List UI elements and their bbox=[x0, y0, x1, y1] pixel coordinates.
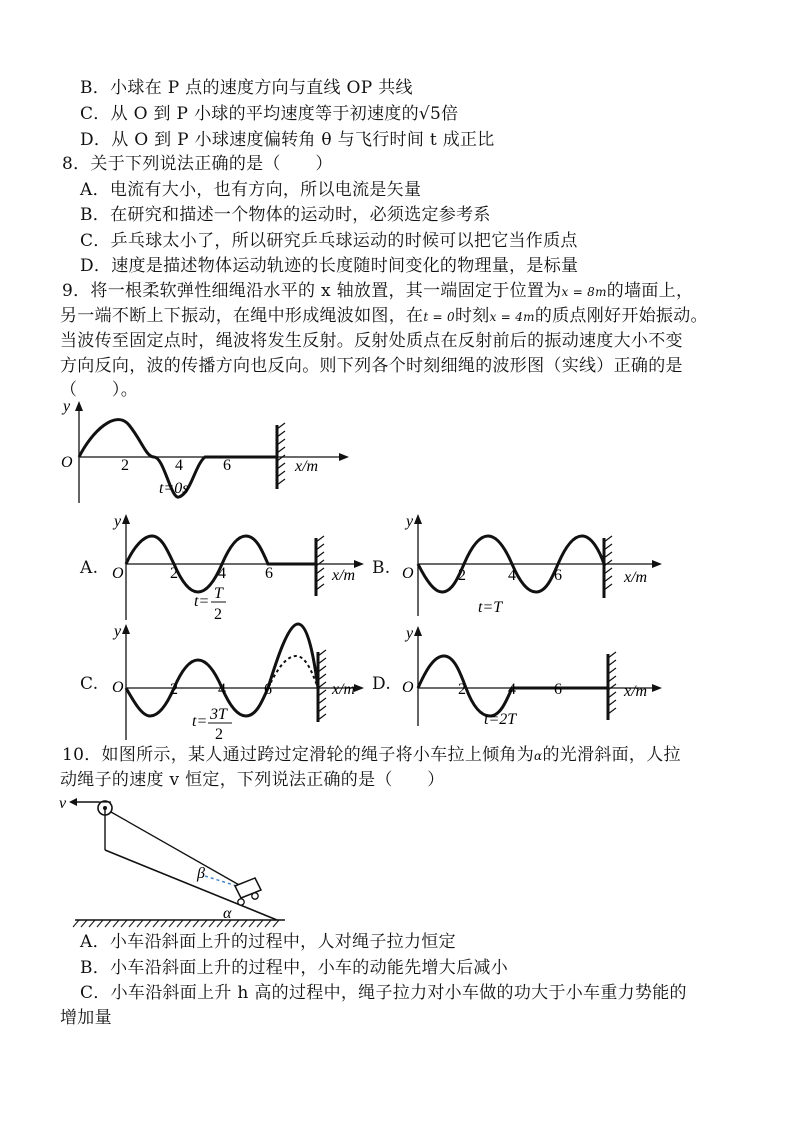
q7-option-d: D．从 O 到 P 小球速度偏转角 θ 与飞行时间 t 成正比 bbox=[80, 130, 495, 150]
y-label: y bbox=[63, 398, 71, 415]
q9-stem-line1 bbox=[62, 279, 693, 304]
q9-l2c: 的质点刚好开始振动。 bbox=[534, 306, 708, 326]
q9-option-b-label: B. bbox=[372, 558, 391, 578]
y-arrow bbox=[122, 624, 130, 634]
ground-hatch bbox=[73, 920, 279, 927]
tick-4: 4 bbox=[218, 565, 226, 582]
x-label: x/m bbox=[624, 569, 648, 586]
q9-stem-line3: 当波传至固定点时，绳波将发生反射。反射处质点在反射前后的振动速度大小不变 bbox=[60, 331, 683, 351]
time-numerator: 3T bbox=[210, 706, 227, 723]
y-arrow bbox=[122, 514, 130, 524]
q10-option-c-line2: 增加量 bbox=[60, 1008, 112, 1028]
q9-figure-d bbox=[400, 620, 670, 730]
q10-stem-line1 bbox=[62, 743, 681, 768]
q10-l1b: 的光滑斜面，人拉 bbox=[542, 745, 681, 765]
tick-2: 2 bbox=[458, 567, 466, 584]
q7-option-c-suffix: 倍 bbox=[441, 104, 459, 124]
q9-l1-math: x = 8m bbox=[561, 285, 607, 299]
q9-l2a: 另一端不断上下振动，在绳中形成绳波如图，在 bbox=[60, 306, 424, 326]
rope bbox=[111, 812, 241, 886]
x-label: x/m bbox=[295, 458, 319, 475]
q9-stem-line2 bbox=[60, 304, 708, 329]
cart-icon bbox=[235, 878, 261, 905]
time-label: t=T bbox=[478, 599, 503, 616]
y-label: y bbox=[114, 513, 122, 530]
tick-6: 6 bbox=[554, 567, 562, 584]
origin-label: O bbox=[112, 565, 124, 582]
time-label: t=2T bbox=[484, 711, 517, 728]
time-label: t=0s bbox=[159, 480, 189, 497]
q9-l1b: 的墙面上， bbox=[606, 281, 694, 301]
q8-option-b: B．在研究和描述一个物体的运动时，必须选定参考系 bbox=[80, 205, 491, 225]
x-arrow bbox=[652, 560, 662, 568]
tick-4: 4 bbox=[508, 567, 516, 584]
y-label: y bbox=[406, 625, 414, 642]
x-arrow bbox=[339, 453, 349, 461]
q9-stem-line4: 方向反向，波的传播方向也反向。则下列各个时刻细绳的波形图（实线）正确的是 bbox=[60, 356, 683, 376]
beta-label: β bbox=[197, 865, 205, 882]
time-label: t= bbox=[194, 593, 210, 610]
x-label: x/m bbox=[624, 683, 648, 700]
tick-4: 4 bbox=[175, 457, 183, 474]
q10-option-c-line1: C．小车沿斜面上升 h 高的过程中，绳子拉力对小车做的功大于小车重力势能的 bbox=[80, 983, 687, 1003]
q10-figure bbox=[55, 790, 295, 930]
wave-line bbox=[126, 624, 318, 716]
x-arrow bbox=[354, 684, 364, 692]
tick-2: 2 bbox=[458, 681, 466, 698]
q9-option-d-label: D. bbox=[372, 674, 392, 694]
time-denominator: 2 bbox=[215, 726, 223, 743]
tick-6: 6 bbox=[265, 565, 273, 582]
tick-4: 4 bbox=[218, 681, 226, 698]
q9-l1a: 9．将一根柔软弹性细绳沿水平的 x 轴放置，其一端固定于位置为 bbox=[62, 281, 562, 301]
x-arrow bbox=[354, 560, 364, 568]
q8-option-a: A．电流有大小，也有方向，所以电流是矢量 bbox=[80, 180, 422, 200]
tick-6: 6 bbox=[264, 681, 272, 698]
tick-2: 2 bbox=[170, 565, 178, 582]
velocity-label: v bbox=[59, 795, 67, 812]
y-arrow bbox=[414, 514, 422, 524]
q7-option-b: B．小球在 P 点的速度方向与直线 OP 共线 bbox=[80, 78, 413, 98]
q9-l2-math1: t = 0 bbox=[423, 310, 455, 324]
q7-option-c bbox=[80, 102, 458, 126]
alpha-label: α bbox=[223, 905, 232, 922]
tick-6: 6 bbox=[554, 681, 562, 698]
q9-figure-main bbox=[55, 395, 355, 505]
tick-4: 4 bbox=[508, 681, 516, 698]
q9-option-c-label: C. bbox=[80, 674, 99, 694]
tick-2: 2 bbox=[170, 681, 178, 698]
x-label: x/m bbox=[332, 567, 356, 584]
q9-l2b: 时刻 bbox=[454, 306, 490, 326]
q10-l1a: 10．如图所示，某人通过跨过定滑轮的绳子将小车拉上倾角为 bbox=[62, 745, 535, 765]
q7-option-c-text: C．从 O 到 P 小球的平均速度等于初速度的 bbox=[80, 104, 419, 124]
q9-stem-line5: （ ）。 bbox=[60, 380, 138, 400]
q8-option-d: D．速度是描述物体运动轨迹的长度随时间变化的物理量，是标量 bbox=[80, 256, 579, 276]
time-numerator: T bbox=[214, 585, 223, 602]
origin-label: O bbox=[112, 679, 124, 696]
q10-l1-math: α bbox=[534, 749, 543, 763]
origin-label: O bbox=[61, 454, 73, 471]
y-arrow bbox=[75, 401, 83, 411]
q9-option-a-label: A. bbox=[80, 558, 99, 578]
origin-label: O bbox=[402, 565, 414, 582]
velocity-arrowhead bbox=[69, 798, 77, 806]
time-denominator: 2 bbox=[214, 606, 222, 623]
x-arrow bbox=[652, 684, 662, 692]
q9-figure-b bbox=[400, 508, 670, 623]
y-label: y bbox=[406, 513, 414, 530]
tick-6: 6 bbox=[223, 457, 231, 474]
x-label: x/m bbox=[332, 681, 356, 698]
tick-2: 2 bbox=[121, 457, 129, 474]
q9-figure-a bbox=[110, 508, 370, 623]
time-label: t= bbox=[192, 713, 208, 730]
q8-option-c: C．乒乓球太小了，所以研究乒乓球运动的时候可以把它当作质点 bbox=[80, 231, 578, 251]
q8-stem: 8．关于下列说法正确的是（ ） bbox=[62, 154, 333, 174]
q9-l2-math2: x = 4m bbox=[489, 310, 535, 324]
q9-figure-c bbox=[110, 618, 370, 743]
q10-option-a: A．小车沿斜面上升的过程中，人对绳子拉力恒定 bbox=[80, 932, 456, 952]
q10-stem-line2: 动绳子的速度 v 恒定，下列说法正确的是（ ） bbox=[60, 770, 445, 790]
y-arrow bbox=[414, 626, 422, 636]
origin-label: O bbox=[402, 679, 414, 696]
q10-option-b: B．小车沿斜面上升的过程中，小车的动能先增大后减小 bbox=[80, 958, 508, 978]
q7-sqrt5: √5 bbox=[418, 104, 442, 124]
y-label: y bbox=[114, 623, 122, 640]
